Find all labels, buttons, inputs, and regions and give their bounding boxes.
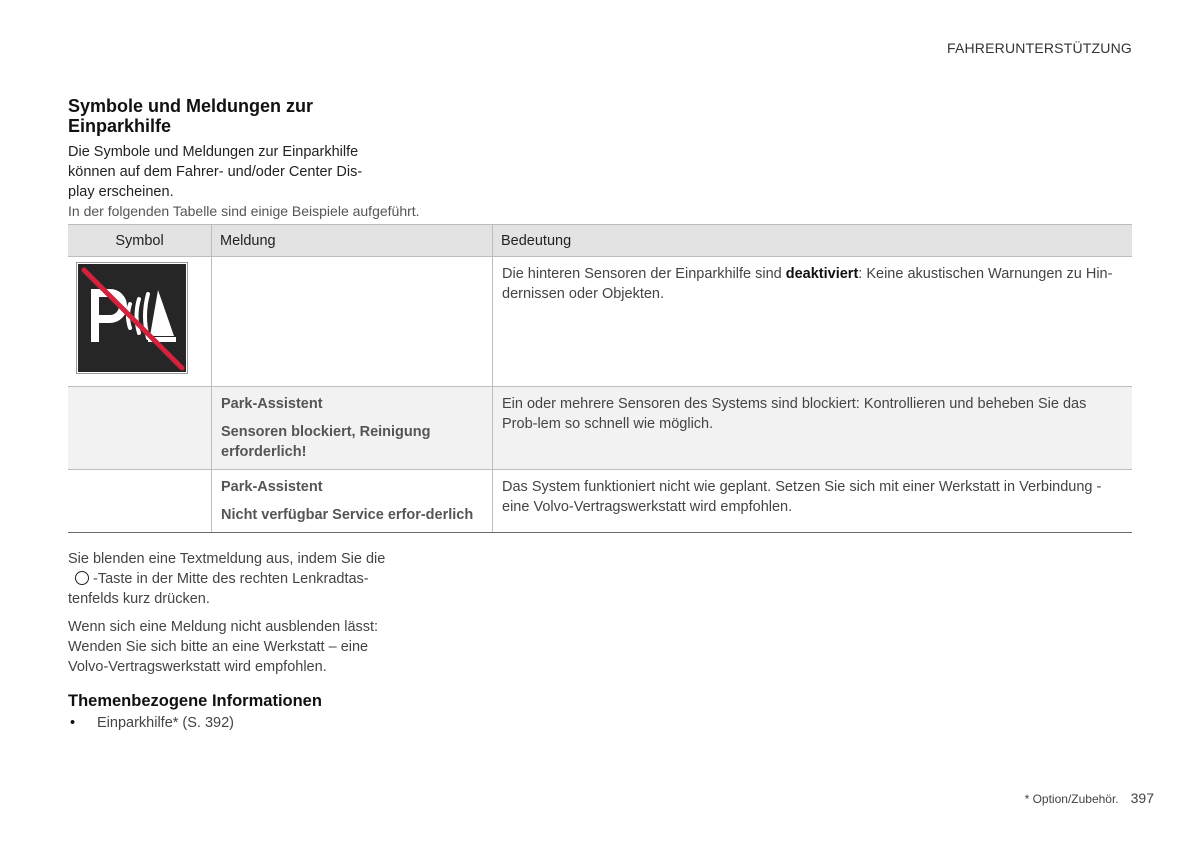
bullet-icon: • [70, 715, 76, 731]
intro-paragraph: Die Symbole und Meldungen zur Einparkhilfe können auf dem Fahrer- und/oder Center Dis-play erscheinen. [68, 144, 363, 200]
body-text [68, 549, 408, 677]
table-header-row [68, 225, 1132, 257]
hide-instruction-line1: Sie blenden eine Textmeldung aus, indem Sie die [68, 551, 386, 567]
running-head: FAHRERUNTERSTÜTZUNG [946, 40, 1132, 56]
footnote: * Option/Zubehör. [1024, 792, 1119, 806]
intro-note: In der folgenden Tabelle sind einige Beispiele aufgeführt. [68, 203, 420, 219]
header-message: Meldung [212, 225, 493, 257]
meaning-text: Die hinteren Sensoren der Einparkhilfe sind [502, 266, 786, 282]
message-cell [212, 257, 493, 387]
symbol-cell [68, 387, 212, 470]
message-title: Park-Assistent [221, 479, 323, 495]
related-link[interactable]: Einparkhilfe* (S. 392) [97, 715, 235, 731]
hide-instruction-line2: -Taste in der Mitte des rechten Lenkradtas-tenfelds kurz drücken. [68, 571, 369, 607]
messages-table [68, 224, 1132, 533]
message-text: Nicht verfügbar Service erfor-derlich [221, 507, 474, 523]
related-heading: Themenbezogene Informationen [68, 692, 322, 710]
message-cell [212, 387, 493, 470]
meaning-cell: Das System funktioniert nicht wie geplant. Setzen Sie sich mit einer Werkstatt in Verbindung - eine Volvo-Vertragswerkstatt wird empfohlen. [493, 470, 1133, 533]
meaning-cell: Ein oder mehrere Sensoren des Systems sind blockiert: Kontrollieren und beheben Sie das Prob-lem so schnell wie möglich. [493, 387, 1133, 470]
table-row [68, 387, 1132, 470]
page-title: Symbole und Meldungen zur Einparkhilfe [68, 96, 314, 136]
meaning-cell [493, 257, 1133, 387]
meaning-text-rest: : Keine akustischen Warnungen zu Hin-dernissen oder Objekten. [502, 266, 1113, 302]
list-item[interactable] [68, 713, 1132, 733]
symbol-cell [68, 257, 212, 387]
message-cell [212, 470, 493, 533]
message-title: Park-Assistent [221, 396, 323, 412]
header-meaning: Bedeutung [493, 225, 1133, 257]
message-text: Sensoren blockiert, Reinigung erforderlich! [221, 424, 431, 460]
symbol-cell [68, 470, 212, 533]
contact-paragraph: Wenn sich eine Meldung nicht ausblenden lässt: Wenden Sie sich bitte an eine Werkstatt – eine Volvo-Vertragswerkstatt wird empfohlen. [68, 619, 379, 675]
page-content [68, 96, 1132, 733]
table-row [68, 470, 1132, 533]
table-row [68, 257, 1132, 387]
page-number: 397 [1130, 790, 1154, 806]
page-footer [1025, 790, 1154, 808]
related-list [68, 713, 1132, 733]
header-symbol: Symbol [68, 225, 212, 257]
hide-instruction [68, 549, 408, 609]
meaning-emphasis: deaktiviert [785, 266, 859, 282]
parking-sensors-off-icon [78, 264, 186, 372]
circle-button-icon [75, 571, 89, 585]
